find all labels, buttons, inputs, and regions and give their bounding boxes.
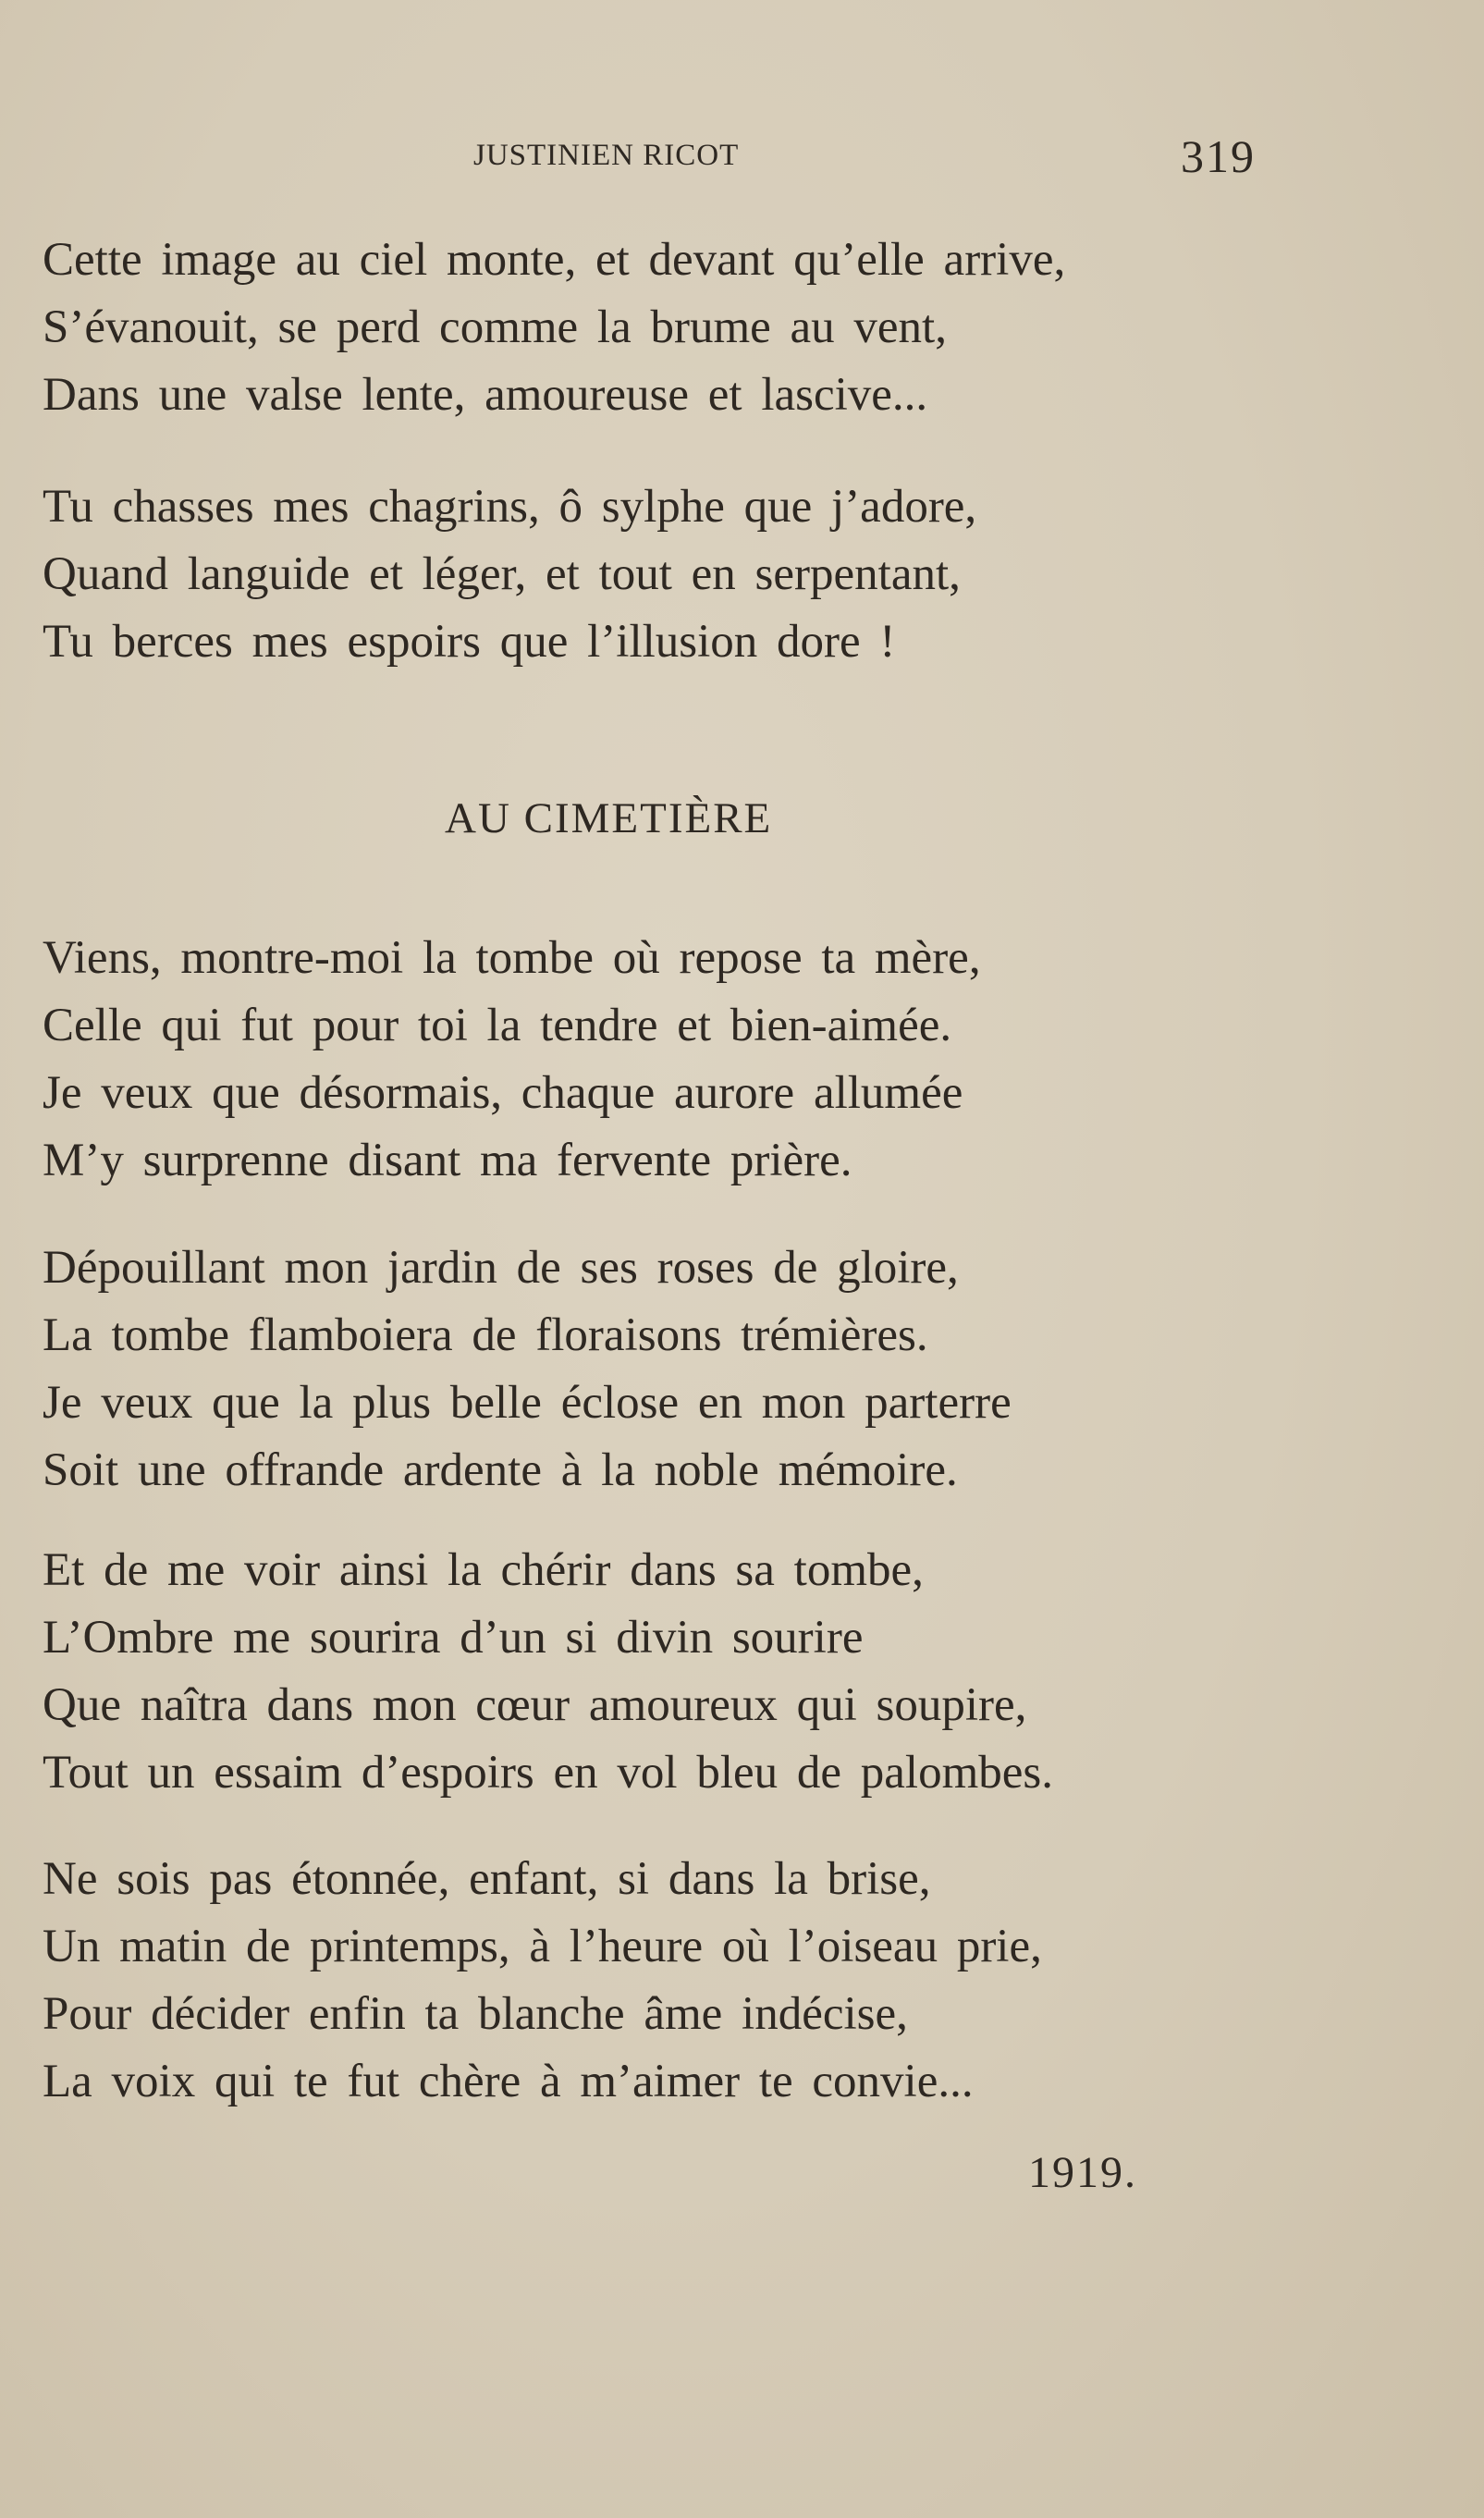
- verse-line: La tombe flamboiera de floraisons trémières.: [43, 1309, 928, 1361]
- verse-line: Tu berces mes espoirs que l’illusion dore !: [43, 616, 896, 668]
- poem-title: AU CIMETIÈRE: [445, 794, 773, 842]
- poem-date: 1919.: [1028, 2148, 1137, 2197]
- verse-line: Cette image au ciel monte, et devant qu’elle arrive,: [43, 234, 1066, 286]
- verse-line: Soit une offrande ardente à la noble mémoire.: [43, 1444, 958, 1496]
- verse-line: Un matin de printemps, à l’heure où l’oiseau prie,: [43, 1921, 1042, 1972]
- stanza: [43, 925, 981, 1195]
- verse-line: Tout un essaim d’espoirs en vol bleu de palombes.: [43, 1747, 1053, 1799]
- stanza: [43, 473, 976, 676]
- verse-line: M’y surprenne disant ma fervente prière.: [43, 1135, 852, 1186]
- verse-line: Dans une valse lente, amoureuse et lascive...: [43, 369, 928, 421]
- verse-line: Je veux que désormais, chaque aurore allumée: [43, 1067, 963, 1119]
- running-head: JUSTINIEN RICOT: [473, 139, 740, 172]
- verse-line: Dépouillant mon jardin de ses roses de gloire,: [43, 1242, 959, 1294]
- verse-line: S’évanouit, se perd comme la brume au vent,: [43, 301, 947, 353]
- stanza: [43, 1234, 1012, 1505]
- verse-line: Pour décider enfin ta blanche âme indécise,: [43, 1988, 908, 2040]
- stanza: [43, 1537, 1053, 1807]
- stanza: [43, 1846, 1042, 2116]
- page-number: 319: [1181, 130, 1256, 182]
- verse-line: Viens, montre-moi la tombe où repose ta mère,: [43, 932, 981, 984]
- verse-line: Tu chasses mes chagrins, ô sylphe que j’adore,: [43, 481, 977, 533]
- verse-line: Que naîtra dans mon cœur amoureux qui soupire,: [43, 1679, 1027, 1731]
- verse-line: L’Ombre me sourira d’un si divin sourire: [43, 1612, 864, 1664]
- verse-line: Quand languide et léger, et tout en serpentant,: [43, 548, 961, 600]
- verse-line: La voix qui te fut chère à m’aimer te convie...: [43, 2056, 974, 2107]
- stanza: [43, 227, 1065, 429]
- verse-line: Je veux que la plus belle éclose en mon parterre: [43, 1377, 1012, 1429]
- verse-line: Et de me voir ainsi la chérir dans sa tombe,: [43, 1544, 924, 1596]
- verse-line: Ne sois pas étonnée, enfant, si dans la brise,: [43, 1853, 931, 1905]
- verse-line: Celle qui fut pour toi la tendre et bien-aimée.: [43, 1000, 952, 1051]
